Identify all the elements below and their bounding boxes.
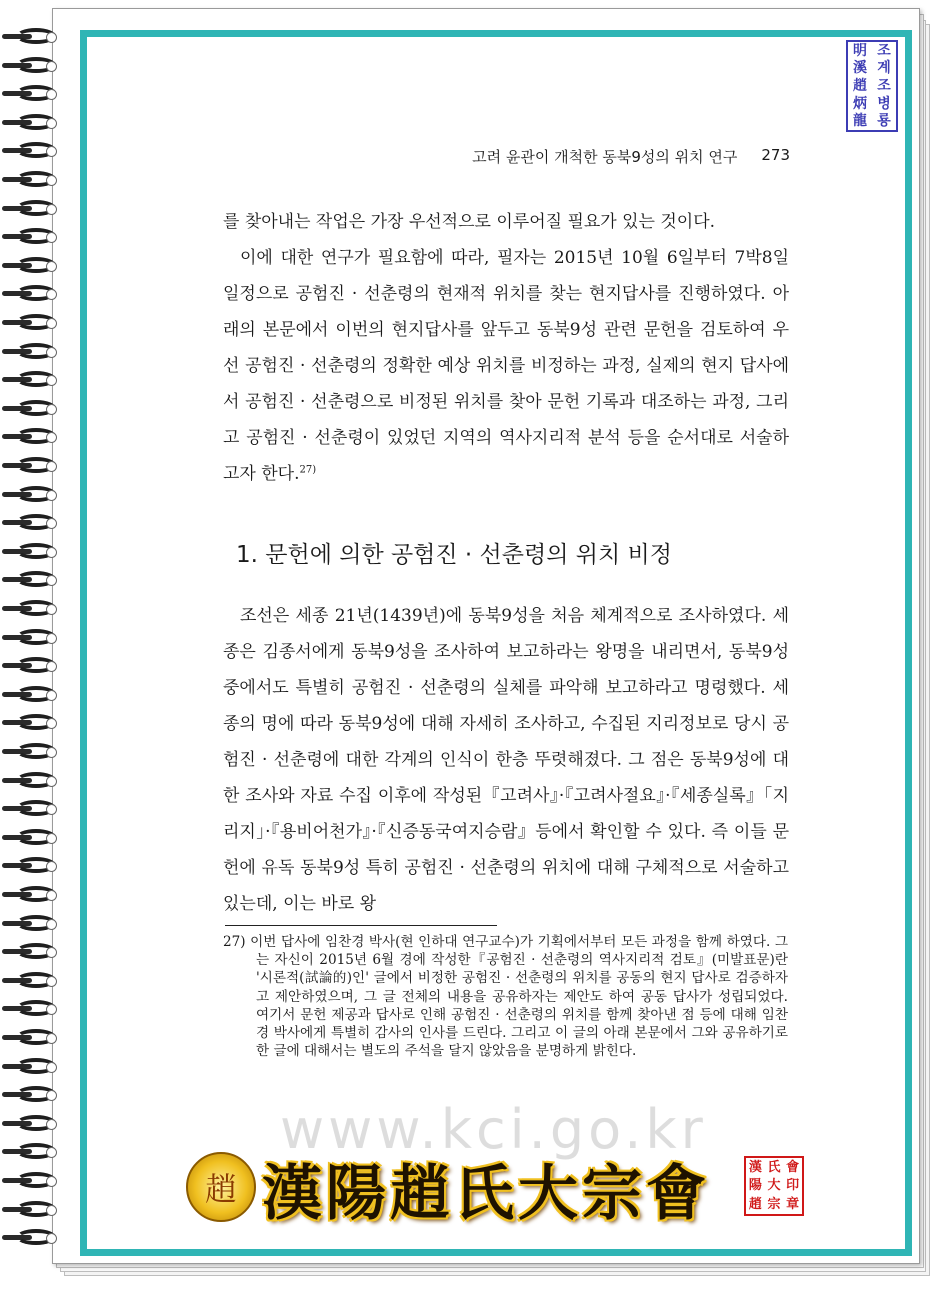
seal-char: 氏: [767, 1159, 781, 1175]
spiral-ring: [2, 285, 60, 303]
paragraph-1: [223, 204, 789, 492]
seal-char: 趙: [748, 1197, 762, 1213]
seal-char: 明: [853, 42, 867, 59]
seal-char: 大: [767, 1178, 781, 1194]
seal-char: 병: [877, 95, 891, 112]
paragraph-text: 이에 대한 연구가 필요함에 따라, 필자는 2015년 10월 6일부터 7박8일 일정으로 공험진 · 선춘령의 현재적 위치를 찾는 현지답사를 진행하였다. 아래의 본문에서 이번의 현지답사를 앞두고 동북9성 관련 문헌을 검토하여 우선 공험진 · 선춘령의 정확한 예상 위치를 비정하는 과정, 실제의 현지 답사에서 공험진 · 선춘령으로 비정된 위치를 찾아 문헌 기록과 대조하는 과정, 그리고 공험진 · 선춘령이 있었던 지역의 역사지리적 분석 등을 순서대로 서술하고자 한다.: [223, 248, 789, 484]
spiral-ring: [2, 486, 60, 504]
spiral-ring: [2, 886, 60, 904]
spiral-ring: [2, 171, 60, 189]
spiral-ring: [2, 543, 60, 561]
clan-logo-text: 漢陽趙氏大宗會: [262, 1159, 710, 1229]
spiral-ring: [2, 257, 60, 275]
spiral-ring: [2, 343, 60, 361]
spiral-ring: [2, 1058, 60, 1076]
spiral-ring: [2, 114, 60, 132]
spiral-ring: [2, 428, 60, 446]
seal-char: 溪: [853, 60, 867, 77]
spiral-ring: [2, 314, 60, 332]
spiral-ring: [2, 85, 60, 103]
spiral-ring: [2, 915, 60, 933]
spiral-ring: [2, 743, 60, 761]
spiral-binding: [0, 28, 70, 1258]
spiral-ring: [2, 200, 60, 218]
seal-char: 조: [877, 42, 891, 59]
seal-char: 龍: [853, 113, 867, 130]
watermark: www.kci.go.kr: [280, 1098, 707, 1161]
seal-char: 계: [877, 60, 891, 77]
paragraph-continuation: 를 찾아내는 작업은 가장 우선적으로 이루어질 필요가 있는 것이다.: [223, 212, 716, 232]
spiral-ring: [2, 28, 60, 46]
spiral-ring: [2, 972, 60, 990]
red-seal-stamp: [744, 1156, 804, 1216]
running-title: 고려 윤관이 개척한 동북9성의 위치 연구: [472, 148, 738, 166]
footnote: [223, 933, 788, 1060]
spiral-ring: [2, 371, 60, 389]
seal-char: 趙: [853, 77, 867, 94]
spiral-ring: [2, 1172, 60, 1190]
spiral-ring: [2, 400, 60, 418]
spiral-ring: [2, 57, 60, 75]
spiral-ring: [2, 1229, 60, 1247]
spiral-ring: [2, 457, 60, 475]
seal-char: 陽: [748, 1178, 762, 1194]
spiral-ring: [2, 943, 60, 961]
name-seal-stamp: [846, 40, 898, 132]
seal-char: 宗: [767, 1197, 781, 1213]
seal-char: 漢: [748, 1159, 762, 1175]
footnote-text: 27) 이번 답사에 임찬경 박사(현 인하대 연구교수)가 기획에서부터 모든 과정을 함께 하였다. 그는 자신이 2015년 6월 경에 작성한『공험진 · 선춘령의 역사지리적 검토』(미발표문)란 '시론적(試論的)인' 글에서 비정한 공험진 · 선춘령의 위치를 공동의 현지 답사로 검증하자고 제안하였으며, 그 글 전체의 내용을 공유하자는 제안도 하여 공동 답사가 성립되었다. 여기서 문헌 제공과 답사로 인해 공험진 · 선춘령의 위치를 함께 찾아낸 점 등에 대해 임찬경 박사에게 특별히 감사의 인사를 드린다. 그리고 이 글의 아래 본문에서 그와 공유하기로 한 글에 대해서는 별도의 주석을 달지 않았음을 분명하게 밝힌다.: [223, 934, 788, 1060]
seal-char: 룡: [877, 113, 891, 130]
spiral-ring: [2, 772, 60, 790]
seal-column-hanja: [848, 42, 872, 130]
footnote-divider: [225, 925, 497, 926]
spiral-ring: [2, 1115, 60, 1133]
spiral-ring: [2, 629, 60, 647]
section-heading: 1. 문헌에 의한 공험진 · 선춘령의 위치 비정: [236, 542, 672, 568]
seal-char: 炳: [853, 95, 867, 112]
seal-char: 會: [786, 1159, 800, 1175]
spiral-ring: [2, 1029, 60, 1047]
paragraph-body: [223, 240, 789, 492]
spiral-ring: [2, 571, 60, 589]
spiral-ring: [2, 514, 60, 532]
spiral-ring: [2, 657, 60, 675]
seal-char: 章: [786, 1197, 800, 1213]
spiral-ring: [2, 1143, 60, 1161]
paragraph-2: [223, 598, 789, 922]
seal-char: 印: [786, 1178, 800, 1194]
spiral-ring: [2, 600, 60, 618]
emblem-char: 趙: [204, 1170, 237, 1208]
seal-char: 조: [877, 77, 891, 94]
spiral-ring: [2, 686, 60, 704]
spiral-ring: [2, 1000, 60, 1018]
spiral-ring: [2, 714, 60, 732]
running-header: [440, 146, 790, 167]
footnote-reference[interactable]: 27): [299, 464, 317, 476]
paragraph-text: 조선은 세종 21년(1439년)에 동북9성을 처음 체계적으로 조사하였다. 세종은 김종서에게 동북9성을 조사하여 보고하라는 왕명을 내리면서, 동북9성 중에서도 특별히 공험진 · 선춘령의 실체를 파악해 보고하라고 명령했다. 세종의 명에 따라 동북9성에 대해 자세히 조사하고, 수집된 지리정보로 당시 공험진 · 선춘령에 대한 각계의 인식이 한층 뚜렷해졌다. 그 점은 동북9성에 대한 조사와 자료 수집 이후에 작성된『고려사』·『고려사절요』·『세종실록』「지리지」·『용비어천가』·『신증동국여지승람』등에서 확인할 수 있다. 즉 이들 문헌에 유독 동북9성 특히 공험진 · 선춘령의 위치에 대해 구체적으로 서술하고 있는데, 이는 바로 왕: [223, 606, 789, 914]
page-number: 273: [761, 146, 790, 164]
spiral-ring: [2, 800, 60, 818]
spiral-ring: [2, 142, 60, 160]
spiral-ring: [2, 1086, 60, 1104]
spiral-ring: [2, 857, 60, 875]
spiral-ring: [2, 829, 60, 847]
seal-column-hangul: [872, 42, 896, 130]
clan-emblem-icon: [186, 1152, 256, 1222]
spiral-ring: [2, 228, 60, 246]
spiral-ring: [2, 1201, 60, 1219]
